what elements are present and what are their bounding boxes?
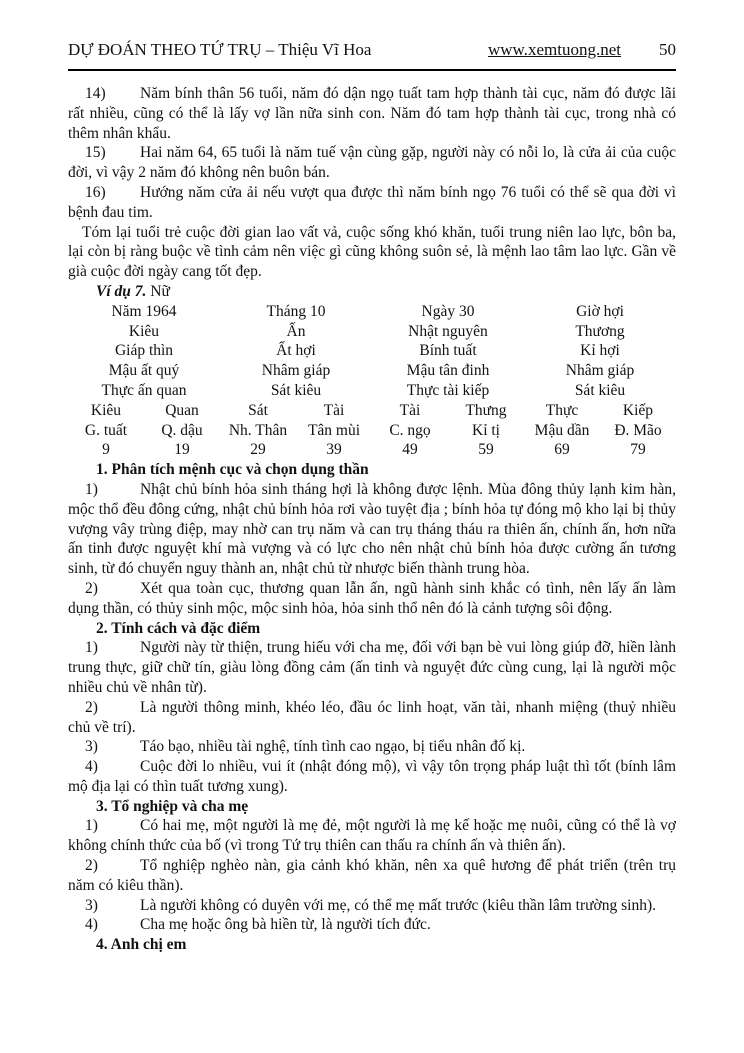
paragraph-number: 2) [85,579,98,597]
pillar-cell: Thực [545,401,579,419]
paragraph-text: Tổ nghiệp nghèo nàn, gia cảnh khó khăn, nên xa quê hương để phát triển (trên trụ năm có kiêu thần). [68,857,676,894]
page-content [68,71,676,955]
pillar-cell: Ấn [286,322,306,340]
example-caption [68,282,676,302]
paragraph-text: Táo bạo, nhiều tài nghệ, tính tình cao ngạo, bị tiểu nhân đố kị. [140,738,526,756]
paragraph-text: Hướng năm cửa ải nếu vượt qua được thì năm bính ngọ 76 tuổi có thể sẽ qua đời vì bệnh đau tim. [68,183,676,221]
pillar-cell: 9 [102,441,110,459]
pillar-cell: Nhâm giáp [261,362,331,380]
paragraph-number: 2) [85,698,98,716]
pillar-cell: Sát [248,401,268,419]
pillar-cell: Q. dậu [161,421,203,439]
paragraph-text: Năm bính thân 56 tuổi, năm đó dận ngọ tuất tam hợp thành tài cục, năm đó được lãi rất nhiều, cũng có thể là lấy vợ lần nữa sinh con. Năm đó tam hợp thành tài cục, trong nhà có thêm nhân khẩu. [68,85,676,142]
pillar-cell: Nh. Thân [228,421,288,439]
paragraph-number: 1) [85,639,98,657]
paragraph-number: 15) [85,144,106,162]
pillar-cell: Ngày 30 [421,302,475,320]
pillar-cell: Thực ấn quan [101,381,187,399]
pillar-cell: 49 [402,441,418,459]
pillar-cell: 69 [554,441,570,459]
paragraph-text: Là người thông minh, khéo léo, đầu óc linh hoạt, văn tài, nhanh miệng (thuỷ nhiều chủ về trí). [68,698,676,736]
paragraph-text: Người này từ thiện, trung hiếu với cha mẹ, đối với bạn bè vui lòng giúp đỡ, hiền lành trung thực, giữ chữ tín, giàu lòng đồng cảm (ấn tinh và nguyệt đức cùng cung, lại là người mộc nhiều chủ về nhân từ). [68,639,676,696]
pillar-cell: Nhâm giáp [565,362,635,380]
paragraph-number: 1) [85,480,98,498]
section-item [68,737,676,757]
paragraph-text: Xét qua toàn cục, thương quan lẫn ấn, ngũ hành sinh khắc có tình, nên lấy ấn làm dụng thần, có thủy sinh mộc, mộc sinh hỏa, hỏa sinh thổ nên đó là cảnh tượng sôi động. [68,579,676,617]
pillar-cell: Thưng [465,401,507,419]
pillar-cell: Mậu tân đinh [406,362,490,380]
paragraph-number: 14) [85,85,106,102]
pillar-cell: 19 [174,441,190,459]
pillar-cell: 29 [250,441,266,459]
numbered-paragraph [68,84,676,143]
paragraph-text: Là người không có duyên với mẹ, có thể mẹ mất trước (kiêu thần lâm trường sinh). [140,896,656,914]
summary-paragraph: Tóm lại tuổi trẻ cuộc đời gian lao vất vả, cuộc sống khó khăn, tuổi trung niên lao lực, bôn ba, lại còn bị ràng buộc về tình cảm nên việc gì cũng không suôn sẻ, là mệnh lao tâm lao lực. Gần về già cuộc đời ngày cang tốt đẹp. [68,223,676,281]
section-item [68,579,676,619]
pillar-cell: Tài [399,401,421,419]
paragraph-text: Nhật chủ bính hỏa sinh tháng hợi là không được lệnh. Mùa đông thủy lạnh kim hàn, mộc thổ đều đông cứng, nhật chủ bính hỏa rơi vào tuyệt địa ; bính hỏa tự đóng mộ kho lại bị thủy vượng vây trùng điệp, may nhờ can trụ năm và can trụ tháng tháu ra thiên ấn, chính ấn, hơn nữa ấn tinh được nguyệt khí mà vượng và có lực cho nên nhật chủ bính hỏa được cường ấn tương sinh, từ đó chuyển nguy thành an, nhật chủ từ nhược biến thành trung hòa. [68,480,676,578]
pillar-cell: Nhật nguyên [408,322,488,340]
section-item [68,480,676,579]
pillar-cell: Kỉ hợi [580,342,620,360]
header-right [488,40,676,60]
pillar-cell: 59 [478,441,494,459]
section-heading: 4. Anh chị em [96,936,187,954]
section-item [68,856,676,896]
pillar-cell: Mậu ất quý [108,362,180,380]
pillar-cell: Tài [323,401,345,419]
pillar-cell: Giờ hợi [576,302,624,320]
pillar-cell: Tháng 10 [266,302,326,320]
paragraph-number: 4) [85,916,98,934]
pillar-cell: G. tuất [84,421,128,439]
section-item [68,638,676,697]
numbered-paragraph [68,143,676,183]
paragraph-text: Hai năm 64, 65 tuổi là năm tuế vận cùng gặp, người này có nỗi lo, là cửa ải của cuộc đời, vì vậy 2 năm đó không nên buôn bán. [68,144,676,182]
pillar-cell: Giáp thìn [114,342,174,360]
pillar-cell: Bính tuất [419,342,477,360]
pillar-cell: Thực tài kiếp [406,381,490,399]
page-header [68,40,676,71]
paragraph-text: Có hai mẹ, một người là mẹ đẻ, một người là mẹ kế hoặc mẹ nuôi, cũng có thể là vợ không chính thức của bố (vì trong Tứ trụ thiên can thấu ra chính ấn và thiên ấn). [68,817,676,855]
pillar-cell: Kỉ tị [472,421,500,439]
pillar-cell: Kiêu [90,401,122,419]
pillar-cell: 39 [326,441,342,459]
section-heading: 3. Tổ nghiệp và cha mẹ [96,797,249,815]
pillar-cell: Kiêu [128,322,160,340]
paragraph-text: Cha mẹ hoặc ông bà hiền từ, là người tích đức. [140,916,431,934]
section-item [68,698,676,738]
section-item [68,915,676,935]
paragraph-number: 16) [85,183,106,201]
section-item [68,757,676,797]
pillar-cell: Kiếp [622,401,654,419]
section-item [68,816,676,856]
section-heading: 1. Phân tích mệnh cục và chọn dụng thần [96,461,369,479]
paragraph-text: Cuộc đời lo nhiều, vui ít (nhật đóng mộ), vì vậy tôn trọng pháp luật thì tốt (bính lâm mộ địa lại có thìn tuất tương xung). [68,758,676,795]
pillar-cell: Quan [165,401,199,419]
example-subject: Nữ [150,282,170,300]
pillar-cell: Sát kiêu [574,381,626,399]
section-item [68,896,676,916]
pillar-cell: Tân mùi [307,421,361,439]
pillar-cell: Ất hợi [276,342,316,360]
paragraph-number: 3) [85,738,98,756]
paragraph-number: 1) [85,817,98,835]
pillar-cell: Mậu dần [534,421,590,439]
pillar-cell: Đ. Mão [614,421,662,439]
section-heading: 2. Tính cách và đặc điểm [96,619,261,637]
page-number: 50 [659,40,676,59]
four-pillars-table [68,302,676,460]
paragraph-number: 4) [85,758,98,776]
numbered-paragraph [68,183,676,223]
paragraph-number: 2) [85,857,98,875]
example-label: Ví dụ 7. [96,282,147,300]
pillar-cell: Thương [575,322,625,340]
pillar-cell: Sát kiêu [270,381,322,399]
website-link[interactable]: www.xemtuong.net [488,40,621,59]
paragraph-number: 3) [85,896,98,914]
pillar-cell: 79 [630,441,646,459]
header-title: DỰ ĐOÁN THEO TỨ TRỤ – Thiệu Vĩ Hoa [68,40,372,59]
pillar-cell: C. ngọ [389,421,431,439]
pillar-cell: Năm 1964 [111,302,177,320]
